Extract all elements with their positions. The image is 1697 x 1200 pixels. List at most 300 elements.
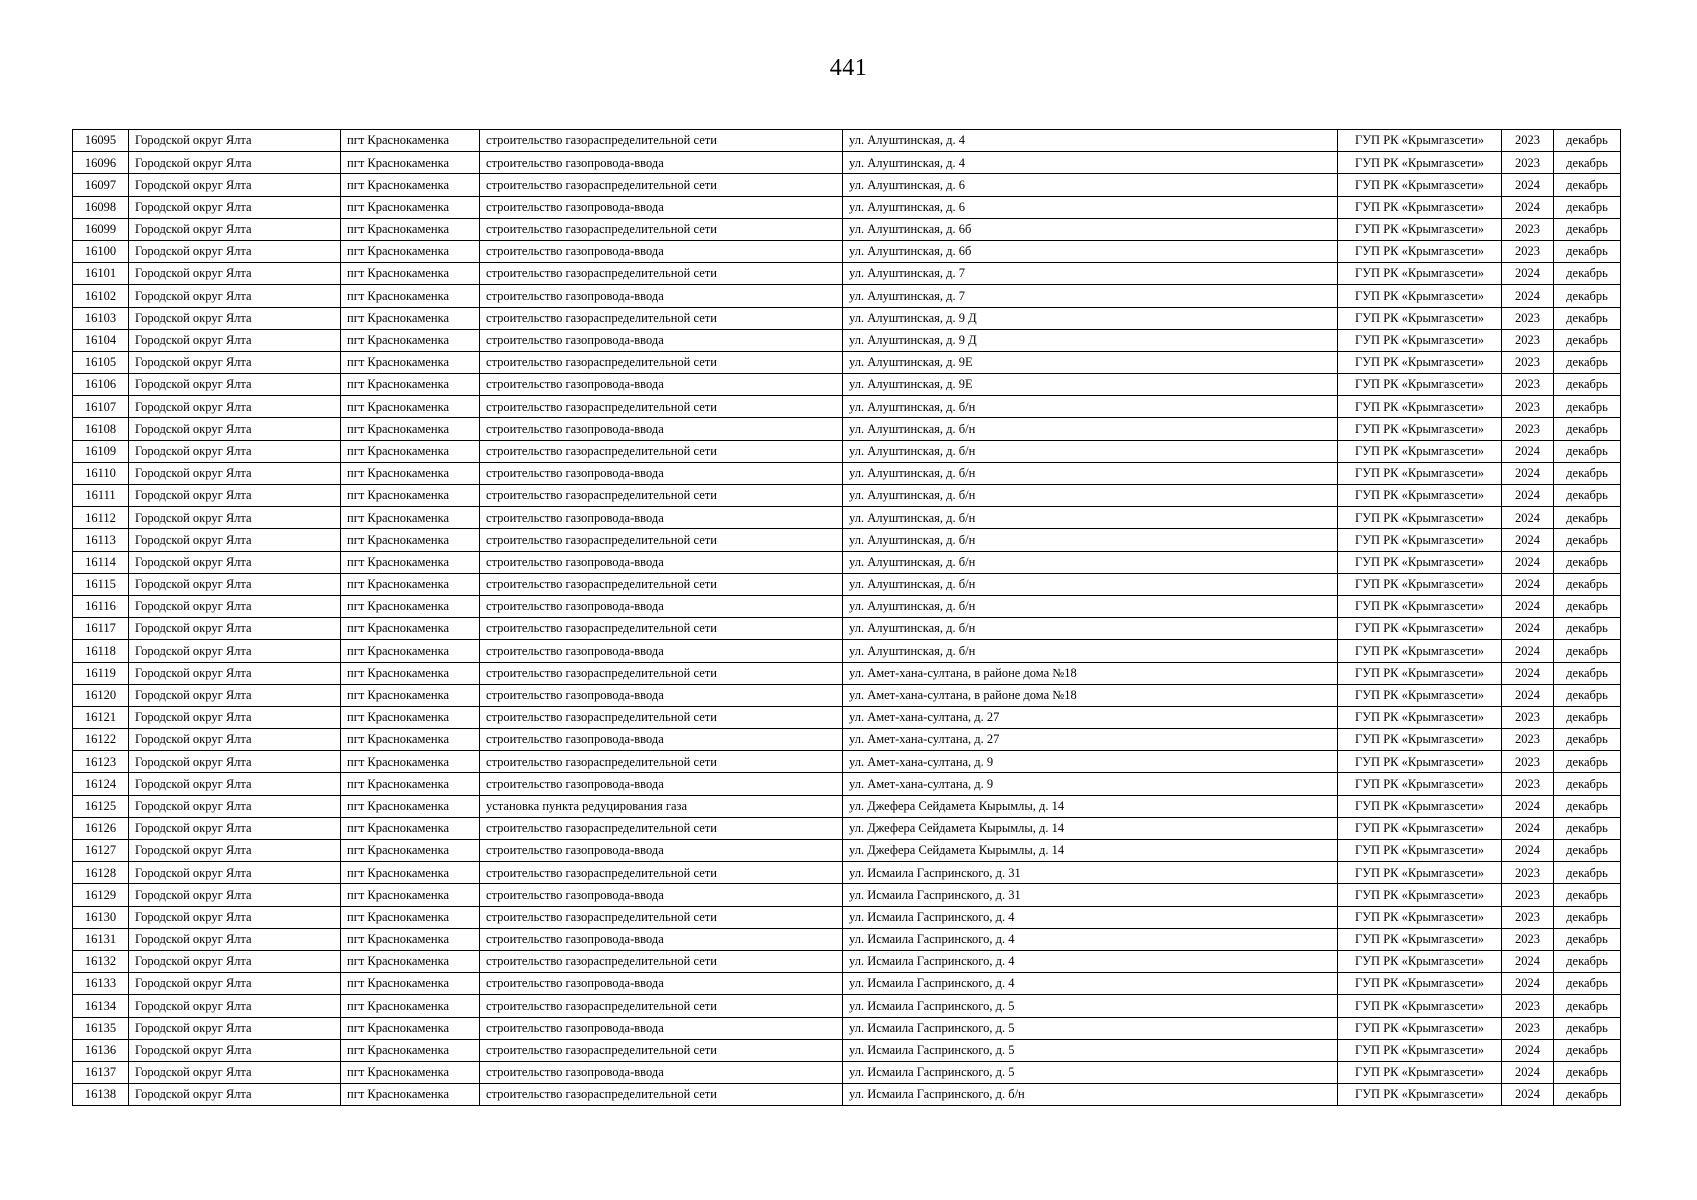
cell-organization: ГУП РК «Крымгазсети»: [1338, 1084, 1502, 1106]
cell-row-number: 16126: [73, 817, 129, 839]
cell-settlement: пгт Краснокаменка: [341, 152, 480, 174]
cell-work-type: строительство газораспределительной сети: [480, 906, 843, 928]
cell-row-number: 16134: [73, 995, 129, 1017]
cell-address: ул. Алуштинская, д. б/н: [843, 573, 1338, 595]
table-row: [73, 995, 1621, 1017]
table-row: [73, 263, 1621, 285]
cell-settlement: пгт Краснокаменка: [341, 485, 480, 507]
table-row: [73, 684, 1621, 706]
cell-municipality: Городской округ Ялта: [129, 906, 341, 928]
cell-row-number: 16110: [73, 462, 129, 484]
cell-work-type: строительство газораспределительной сети: [480, 950, 843, 972]
cell-work-type: строительство газопровода-ввода: [480, 240, 843, 262]
cell-organization: ГУП РК «Крымгазсети»: [1338, 418, 1502, 440]
cell-month: декабрь: [1554, 396, 1621, 418]
cell-municipality: Городской округ Ялта: [129, 440, 341, 462]
cell-year: 2024: [1502, 285, 1554, 307]
cell-municipality: Городской округ Ялта: [129, 240, 341, 262]
cell-year: 2023: [1502, 884, 1554, 906]
cell-month: декабрь: [1554, 529, 1621, 551]
cell-settlement: пгт Краснокаменка: [341, 329, 480, 351]
cell-row-number: 16103: [73, 307, 129, 329]
cell-work-type: строительство газораспределительной сети: [480, 751, 843, 773]
cell-year: 2024: [1502, 485, 1554, 507]
cell-address: ул. Исмаила Гаспринского, д. 5: [843, 1061, 1338, 1083]
cell-municipality: Городской округ Ялта: [129, 329, 341, 351]
cell-month: декабрь: [1554, 862, 1621, 884]
cell-address: ул. Алуштинская, д. б/н: [843, 551, 1338, 573]
cell-address: ул. Алуштинская, д. б/н: [843, 595, 1338, 617]
cell-settlement: пгт Краснокаменка: [341, 418, 480, 440]
table-row: [73, 174, 1621, 196]
cell-organization: ГУП РК «Крымгазсети»: [1338, 462, 1502, 484]
cell-address: ул. Джефера Сейдамета Кырымлы, д. 14: [843, 840, 1338, 862]
cell-organization: ГУП РК «Крымгазсети»: [1338, 1017, 1502, 1039]
cell-address: ул. Амет-хана-султана, д. 27: [843, 729, 1338, 751]
cell-work-type: строительство газораспределительной сети: [480, 862, 843, 884]
cell-municipality: Городской округ Ялта: [129, 396, 341, 418]
table-row: [73, 817, 1621, 839]
cell-work-type: строительство газораспределительной сети: [480, 351, 843, 373]
cell-row-number: 16127: [73, 840, 129, 862]
cell-settlement: пгт Краснокаменка: [341, 351, 480, 373]
cell-settlement: пгт Краснокаменка: [341, 462, 480, 484]
cell-work-type: строительство газопровода-ввода: [480, 840, 843, 862]
table-row: [73, 573, 1621, 595]
cell-month: декабрь: [1554, 706, 1621, 728]
cell-work-type: строительство газопровода-ввода: [480, 973, 843, 995]
cell-municipality: Городской округ Ялта: [129, 551, 341, 573]
cell-settlement: пгт Краснокаменка: [341, 928, 480, 950]
cell-settlement: пгт Краснокаменка: [341, 507, 480, 529]
cell-settlement: пгт Краснокаменка: [341, 285, 480, 307]
cell-address: ул. Амет-хана-султана, в районе дома №18: [843, 662, 1338, 684]
cell-settlement: пгт Краснокаменка: [341, 174, 480, 196]
cell-municipality: Городской округ Ялта: [129, 795, 341, 817]
cell-address: ул. Джефера Сейдамета Кырымлы, д. 14: [843, 795, 1338, 817]
cell-month: декабрь: [1554, 285, 1621, 307]
cell-year: 2024: [1502, 263, 1554, 285]
cell-municipality: Городской округ Ялта: [129, 618, 341, 640]
cell-organization: ГУП РК «Крымгазсети»: [1338, 440, 1502, 462]
cell-settlement: пгт Краснокаменка: [341, 595, 480, 617]
cell-work-type: строительство газопровода-ввода: [480, 551, 843, 573]
cell-year: 2024: [1502, 1039, 1554, 1061]
cell-year: 2023: [1502, 240, 1554, 262]
cell-work-type: строительство газораспределительной сети: [480, 706, 843, 728]
cell-row-number: 16104: [73, 329, 129, 351]
cell-month: декабрь: [1554, 884, 1621, 906]
cell-row-number: 16119: [73, 662, 129, 684]
cell-row-number: 16135: [73, 1017, 129, 1039]
table-row: [73, 396, 1621, 418]
cell-row-number: 16115: [73, 573, 129, 595]
cell-year: 2024: [1502, 973, 1554, 995]
cell-municipality: Городской округ Ялта: [129, 995, 341, 1017]
cell-settlement: пгт Краснокаменка: [341, 795, 480, 817]
cell-year: 2023: [1502, 374, 1554, 396]
cell-settlement: пгт Краснокаменка: [341, 773, 480, 795]
cell-work-type: строительство газораспределительной сети: [480, 817, 843, 839]
cell-work-type: строительство газораспределительной сети: [480, 218, 843, 240]
cell-address: ул. Алуштинская, д. б/н: [843, 507, 1338, 529]
cell-organization: ГУП РК «Крымгазсети»: [1338, 906, 1502, 928]
table-row: [73, 285, 1621, 307]
cell-address: ул. Алуштинская, д. 4: [843, 152, 1338, 174]
cell-year: 2023: [1502, 906, 1554, 928]
cell-month: декабрь: [1554, 1017, 1621, 1039]
cell-row-number: 16124: [73, 773, 129, 795]
cell-month: декабрь: [1554, 218, 1621, 240]
cell-month: декабрь: [1554, 817, 1621, 839]
cell-address: ул. Алуштинская, д. б/н: [843, 418, 1338, 440]
cell-municipality: Городской округ Ялта: [129, 1084, 341, 1106]
table-row: [73, 840, 1621, 862]
cell-month: декабрь: [1554, 374, 1621, 396]
cell-year: 2023: [1502, 751, 1554, 773]
cell-year: 2023: [1502, 130, 1554, 152]
table-row: [73, 529, 1621, 551]
cell-row-number: 16098: [73, 196, 129, 218]
cell-row-number: 16111: [73, 485, 129, 507]
cell-municipality: Городской округ Ялта: [129, 729, 341, 751]
cell-row-number: 16118: [73, 640, 129, 662]
table-row: [73, 729, 1621, 751]
cell-year: 2023: [1502, 218, 1554, 240]
cell-year: 2023: [1502, 396, 1554, 418]
cell-organization: ГУП РК «Крымгазсети»: [1338, 218, 1502, 240]
cell-row-number: 16096: [73, 152, 129, 174]
table-row: [73, 795, 1621, 817]
cell-settlement: пгт Краснокаменка: [341, 1061, 480, 1083]
cell-organization: ГУП РК «Крымгазсети»: [1338, 1061, 1502, 1083]
cell-year: 2023: [1502, 928, 1554, 950]
cell-settlement: пгт Краснокаменка: [341, 130, 480, 152]
cell-row-number: 16100: [73, 240, 129, 262]
cell-address: ул. Алуштинская, д. 9Е: [843, 374, 1338, 396]
cell-organization: ГУП РК «Крымгазсети»: [1338, 773, 1502, 795]
cell-settlement: пгт Краснокаменка: [341, 1084, 480, 1106]
table-row: [73, 485, 1621, 507]
cell-municipality: Городской округ Ялта: [129, 218, 341, 240]
table-row: [73, 906, 1621, 928]
cell-month: декабрь: [1554, 1039, 1621, 1061]
table-row: [73, 551, 1621, 573]
cell-year: 2023: [1502, 706, 1554, 728]
cell-month: декабрь: [1554, 950, 1621, 972]
cell-settlement: пгт Краснокаменка: [341, 640, 480, 662]
cell-settlement: пгт Краснокаменка: [341, 218, 480, 240]
table-row: [73, 374, 1621, 396]
cell-year: 2023: [1502, 729, 1554, 751]
cell-year: 2023: [1502, 329, 1554, 351]
cell-work-type: строительство газопровода-ввода: [480, 729, 843, 751]
table-row: [73, 950, 1621, 972]
cell-organization: ГУП РК «Крымгазсети»: [1338, 950, 1502, 972]
cell-year: 2024: [1502, 551, 1554, 573]
cell-row-number: 16138: [73, 1084, 129, 1106]
cell-row-number: 16108: [73, 418, 129, 440]
cell-address: ул. Исмаила Гаспринского, д. 5: [843, 995, 1338, 1017]
cell-row-number: 16114: [73, 551, 129, 573]
cell-work-type: строительство газопровода-ввода: [480, 928, 843, 950]
cell-work-type: строительство газопровода-ввода: [480, 884, 843, 906]
cell-address: ул. Исмаила Гаспринского, д. 31: [843, 862, 1338, 884]
table-row: [73, 462, 1621, 484]
cell-municipality: Городской округ Ялта: [129, 307, 341, 329]
cell-address: ул. Алуштинская, д. б/н: [843, 618, 1338, 640]
cell-address: ул. Алуштинская, д. б/н: [843, 462, 1338, 484]
cell-month: декабрь: [1554, 263, 1621, 285]
cell-municipality: Городской округ Ялта: [129, 1061, 341, 1083]
cell-settlement: пгт Краснокаменка: [341, 950, 480, 972]
cell-year: 2024: [1502, 795, 1554, 817]
cell-settlement: пгт Краснокаменка: [341, 374, 480, 396]
cell-organization: ГУП РК «Крымгазсети»: [1338, 840, 1502, 862]
cell-row-number: 16116: [73, 595, 129, 617]
cell-municipality: Городской округ Ялта: [129, 706, 341, 728]
cell-year: 2024: [1502, 1084, 1554, 1106]
cell-row-number: 16136: [73, 1039, 129, 1061]
cell-row-number: 16125: [73, 795, 129, 817]
cell-row-number: 16133: [73, 973, 129, 995]
cell-work-type: строительство газораспределительной сети: [480, 174, 843, 196]
cell-organization: ГУП РК «Крымгазсети»: [1338, 396, 1502, 418]
table-row: [73, 351, 1621, 373]
table-row: [73, 1061, 1621, 1083]
cell-month: декабрь: [1554, 995, 1621, 1017]
cell-municipality: Городской округ Ялта: [129, 507, 341, 529]
cell-address: ул. Исмаила Гаспринского, д. 5: [843, 1017, 1338, 1039]
cell-municipality: Городской округ Ялта: [129, 884, 341, 906]
cell-municipality: Городской округ Ялта: [129, 950, 341, 972]
table-body: [73, 130, 1621, 1106]
cell-organization: ГУП РК «Крымгазсети»: [1338, 551, 1502, 573]
cell-month: декабрь: [1554, 130, 1621, 152]
cell-month: декабрь: [1554, 152, 1621, 174]
cell-month: декабрь: [1554, 240, 1621, 262]
cell-settlement: пгт Краснокаменка: [341, 440, 480, 462]
cell-settlement: пгт Краснокаменка: [341, 662, 480, 684]
cell-year: 2024: [1502, 840, 1554, 862]
table-row: [73, 507, 1621, 529]
cell-settlement: пгт Краснокаменка: [341, 840, 480, 862]
cell-organization: ГУП РК «Крымгазсети»: [1338, 662, 1502, 684]
cell-work-type: строительство газораспределительной сети: [480, 263, 843, 285]
cell-month: декабрь: [1554, 329, 1621, 351]
cell-address: ул. Алуштинская, д. б/н: [843, 485, 1338, 507]
cell-work-type: строительство газораспределительной сети: [480, 130, 843, 152]
table-row: [73, 595, 1621, 617]
cell-address: ул. Исмаила Гаспринского, д. 4: [843, 950, 1338, 972]
cell-municipality: Городской округ Ялта: [129, 773, 341, 795]
cell-month: декабрь: [1554, 751, 1621, 773]
cell-municipality: Городской округ Ялта: [129, 285, 341, 307]
cell-month: декабрь: [1554, 307, 1621, 329]
cell-settlement: пгт Краснокаменка: [341, 1039, 480, 1061]
cell-year: 2023: [1502, 1017, 1554, 1039]
cell-month: декабрь: [1554, 595, 1621, 617]
cell-organization: ГУП РК «Крымгазсети»: [1338, 729, 1502, 751]
cell-organization: ГУП РК «Крымгазсети»: [1338, 174, 1502, 196]
cell-settlement: пгт Краснокаменка: [341, 884, 480, 906]
cell-row-number: 16137: [73, 1061, 129, 1083]
cell-work-type: строительство газораспределительной сети: [480, 485, 843, 507]
cell-work-type: строительство газопровода-ввода: [480, 684, 843, 706]
cell-organization: ГУП РК «Крымгазсети»: [1338, 351, 1502, 373]
table-row: [73, 662, 1621, 684]
cell-address: ул. Исмаила Гаспринского, д. 4: [843, 928, 1338, 950]
table-row: [73, 196, 1621, 218]
cell-settlement: пгт Краснокаменка: [341, 307, 480, 329]
cell-month: декабрь: [1554, 485, 1621, 507]
cell-row-number: 16117: [73, 618, 129, 640]
cell-settlement: пгт Краснокаменка: [341, 263, 480, 285]
cell-address: ул. Амет-хана-султана, в районе дома №18: [843, 684, 1338, 706]
cell-work-type: строительство газопровода-ввода: [480, 196, 843, 218]
cell-organization: ГУП РК «Крымгазсети»: [1338, 529, 1502, 551]
cell-settlement: пгт Краснокаменка: [341, 529, 480, 551]
cell-municipality: Городской округ Ялта: [129, 662, 341, 684]
table-row: [73, 1039, 1621, 1061]
cell-month: декабрь: [1554, 928, 1621, 950]
table-row: [73, 973, 1621, 995]
cell-work-type: строительство газопровода-ввода: [480, 773, 843, 795]
cell-work-type: строительство газопровода-ввода: [480, 1017, 843, 1039]
table-row: [73, 1017, 1621, 1039]
table-row: [73, 130, 1621, 152]
cell-work-type: строительство газораспределительной сети: [480, 662, 843, 684]
table-row: [73, 928, 1621, 950]
cell-address: ул. Амет-хана-султана, д. 9: [843, 751, 1338, 773]
table-row: [73, 418, 1621, 440]
cell-year: 2023: [1502, 152, 1554, 174]
cell-organization: ГУП РК «Крымгазсети»: [1338, 884, 1502, 906]
cell-row-number: 16106: [73, 374, 129, 396]
cell-organization: ГУП РК «Крымгазсети»: [1338, 928, 1502, 950]
table-row: [73, 307, 1621, 329]
cell-address: ул. Исмаила Гаспринского, д. 31: [843, 884, 1338, 906]
cell-work-type: установка пункта редуцирования газа: [480, 795, 843, 817]
cell-month: декабрь: [1554, 573, 1621, 595]
cell-work-type: строительство газопровода-ввода: [480, 640, 843, 662]
cell-month: декабрь: [1554, 906, 1621, 928]
table-row: [73, 218, 1621, 240]
cell-municipality: Городской округ Ялта: [129, 817, 341, 839]
cell-work-type: строительство газораспределительной сети: [480, 618, 843, 640]
cell-row-number: 16097: [73, 174, 129, 196]
cell-settlement: пгт Краснокаменка: [341, 573, 480, 595]
cell-month: декабрь: [1554, 840, 1621, 862]
cell-work-type: строительство газопровода-ввода: [480, 507, 843, 529]
cell-work-type: строительство газораспределительной сети: [480, 995, 843, 1017]
cell-year: 2024: [1502, 174, 1554, 196]
cell-organization: ГУП РК «Крымгазсети»: [1338, 640, 1502, 662]
cell-organization: ГУП РК «Крымгазсети»: [1338, 706, 1502, 728]
cell-year: 2024: [1502, 529, 1554, 551]
cell-month: декабрь: [1554, 618, 1621, 640]
cell-municipality: Городской округ Ялта: [129, 374, 341, 396]
cell-month: декабрь: [1554, 729, 1621, 751]
cell-month: декабрь: [1554, 418, 1621, 440]
cell-month: декабрь: [1554, 773, 1621, 795]
table-row: [73, 240, 1621, 262]
cell-row-number: 16099: [73, 218, 129, 240]
cell-municipality: Городской округ Ялта: [129, 595, 341, 617]
cell-organization: ГУП РК «Крымгазсети»: [1338, 751, 1502, 773]
cell-month: декабрь: [1554, 973, 1621, 995]
cell-address: ул. Амет-хана-султана, д. 9: [843, 773, 1338, 795]
cell-row-number: 16109: [73, 440, 129, 462]
cell-month: декабрь: [1554, 551, 1621, 573]
cell-address: ул. Алуштинская, д. 9Е: [843, 351, 1338, 373]
cell-organization: ГУП РК «Крымгазсети»: [1338, 684, 1502, 706]
cell-organization: ГУП РК «Крымгазсети»: [1338, 795, 1502, 817]
table-row: [73, 884, 1621, 906]
cell-municipality: Городской округ Ялта: [129, 174, 341, 196]
cell-year: 2023: [1502, 307, 1554, 329]
cell-settlement: пгт Краснокаменка: [341, 551, 480, 573]
cell-month: декабрь: [1554, 1084, 1621, 1106]
cell-work-type: строительство газораспределительной сети: [480, 396, 843, 418]
cell-year: 2023: [1502, 862, 1554, 884]
cell-row-number: 16121: [73, 706, 129, 728]
table-row: [73, 640, 1621, 662]
cell-organization: ГУП РК «Крымгазсети»: [1338, 862, 1502, 884]
cell-work-type: строительство газораспределительной сети: [480, 1039, 843, 1061]
cell-organization: ГУП РК «Крымгазсети»: [1338, 973, 1502, 995]
cell-address: ул. Алуштинская, д. 6: [843, 196, 1338, 218]
cell-address: ул. Алуштинская, д. б/н: [843, 440, 1338, 462]
cell-organization: ГУП РК «Крымгазсети»: [1338, 240, 1502, 262]
cell-row-number: 16123: [73, 751, 129, 773]
cell-organization: ГУП РК «Крымгазсети»: [1338, 130, 1502, 152]
cell-work-type: строительство газораспределительной сети: [480, 1084, 843, 1106]
cell-municipality: Городской округ Ялта: [129, 862, 341, 884]
cell-municipality: Городской округ Ялта: [129, 1039, 341, 1061]
cell-work-type: строительство газопровода-ввода: [480, 418, 843, 440]
table-row: [73, 618, 1621, 640]
cell-organization: ГУП РК «Крымгазсети»: [1338, 573, 1502, 595]
cell-settlement: пгт Краснокаменка: [341, 618, 480, 640]
cell-month: декабрь: [1554, 795, 1621, 817]
cell-work-type: строительство газопровода-ввода: [480, 329, 843, 351]
table-row: [73, 773, 1621, 795]
cell-address: ул. Алуштинская, д. б/н: [843, 640, 1338, 662]
cell-work-type: строительство газораспределительной сети: [480, 440, 843, 462]
cell-year: 2024: [1502, 662, 1554, 684]
cell-municipality: Городской округ Ялта: [129, 418, 341, 440]
table-row: [73, 706, 1621, 728]
cell-year: 2023: [1502, 351, 1554, 373]
cell-month: декабрь: [1554, 684, 1621, 706]
cell-year: 2023: [1502, 773, 1554, 795]
cell-year: 2024: [1502, 573, 1554, 595]
cell-row-number: 16128: [73, 862, 129, 884]
cell-year: 2024: [1502, 950, 1554, 972]
cell-municipality: Городской округ Ялта: [129, 130, 341, 152]
cell-settlement: пгт Краснокаменка: [341, 240, 480, 262]
cell-organization: ГУП РК «Крымгазсети»: [1338, 152, 1502, 174]
table-row: [73, 440, 1621, 462]
cell-organization: ГУП РК «Крымгазсети»: [1338, 263, 1502, 285]
table-row: [73, 152, 1621, 174]
cell-work-type: строительство газопровода-ввода: [480, 374, 843, 396]
cell-year: 2023: [1502, 995, 1554, 1017]
cell-municipality: Городской округ Ялта: [129, 196, 341, 218]
cell-municipality: Городской округ Ялта: [129, 928, 341, 950]
cell-settlement: пгт Краснокаменка: [341, 906, 480, 928]
